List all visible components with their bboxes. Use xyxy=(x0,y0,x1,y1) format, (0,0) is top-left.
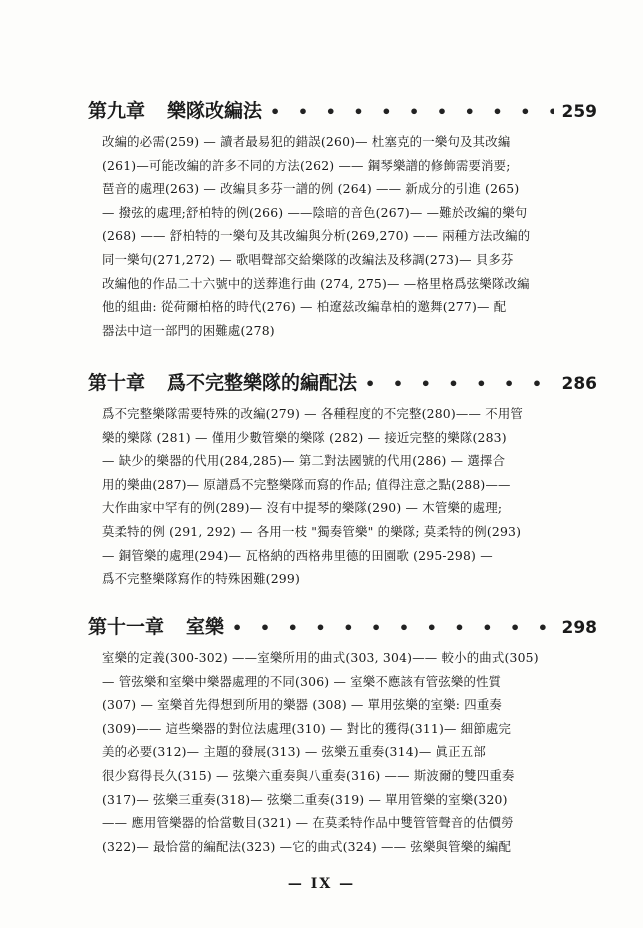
contents-line: —— 應用管樂器的恰當數目(321) — 在莫柔特作品中雙管管聲音的估價勞 xyxy=(102,815,514,831)
page-footer: — IX — xyxy=(287,876,356,892)
contents-line: 大作曲家中罕有的例(289)— 沒有中提琴的樂隊(290) — 木管樂的處理; xyxy=(102,500,503,516)
contents-line: 琶音的處理(263) — 改編貝多芬一譜的例 (264) —— 新成分的引進 (265) xyxy=(102,181,520,197)
contents-line: (322)— 最恰當的編配法(323) —它的曲式(324) —— 弦樂與管樂的編配 xyxy=(102,838,512,854)
chapter-page-number: 298 xyxy=(561,618,597,638)
contents-line: — 缺少的樂器的代用(284,285)— 第二對法國號的代用(286) — 選擇合 xyxy=(102,453,506,469)
chapter-page-number: 286 xyxy=(561,374,597,394)
chapter-title: 爲不完整樂隊的編配法 xyxy=(167,372,358,394)
chapter-contents xyxy=(88,646,597,858)
contents-line: 同一樂句(271,272) — 歌唱聲部交給樂隊的改編法及移調(273)— 貝多芬 xyxy=(102,251,514,267)
chapter-11 xyxy=(88,612,597,858)
contents-line: (309)—— 這些樂器的對位法處理(310) — 對比的獲得(311)— 細節處完 xyxy=(102,720,512,736)
contents-line: 爲不完整樂隊需要特殊的改編(279) — 各種程度的不完整(280)—— 不用管 xyxy=(102,406,523,421)
contents-line: (307) — 室樂首先得想到所用的樂器 (308) — 單用弦樂的室樂: 四重奏 xyxy=(102,697,503,713)
chapter-title: 室樂 xyxy=(186,616,225,638)
chapter-heading xyxy=(88,612,597,640)
contents-line: 改編他的作品二十六號中的送葬進行曲 (274, 275)— —格里格爲弦樂隊改編 xyxy=(102,275,530,291)
contents-line: 很少寫得長久(315) — 弦樂六重奏與八重奏(316) —— 斯波爾的雙四重奏 xyxy=(102,767,515,783)
chapter-9 xyxy=(88,96,597,342)
contents-line: 改編的必需(259) — 讀者最易犯的錯誤(260)— 杜塞克的一樂句及其改編 xyxy=(102,134,511,149)
chapter-heading xyxy=(88,368,597,396)
dot-leader xyxy=(270,102,553,121)
chapter-number: 第十章 xyxy=(88,372,146,394)
chapter-title: 樂隊改編法 xyxy=(167,100,263,122)
contents-line: 他的組曲: 從荷爾柏格的時代(276) — 柏遼兹改編韋柏的邀舞(277)— 配 xyxy=(102,299,507,315)
contents-line: 美的必要(312)— 主題的發展(313) — 弦樂五重奏(314)— 眞正五部 xyxy=(102,744,486,760)
chapter-number: 第九章 xyxy=(88,100,146,122)
chapter-contents xyxy=(88,402,597,591)
dot-leader xyxy=(232,618,553,637)
chapter-page-number: 259 xyxy=(561,102,597,122)
chapter-contents xyxy=(88,130,597,342)
contents-line: — 管弦樂和室樂中樂器處理的不同(306) — 室樂不應該有管弦樂的性質 xyxy=(102,673,502,689)
contents-line: 爲不完整樂隊寫作的特殊困難(299) xyxy=(102,571,300,587)
contents-line: — 銅管樂的處理(294)— 瓦格納的西格弗里德的田園歌 (295-298) — xyxy=(102,547,493,563)
contents-line: 器法中這一部門的困難處(278) xyxy=(102,322,275,338)
contents-line: — 撥弦的處理;舒柏特的例(266) ——陰暗的音色(267)— —難於改編的樂句 xyxy=(102,204,528,220)
dot-leader xyxy=(365,374,553,393)
contents-line: (261)—可能改編的許多不同的方法(262) —— 鋼琴樂譜的修飾需要消要; xyxy=(102,157,511,173)
chapter-10 xyxy=(88,368,597,591)
contents-line: 莫柔特的例 (291, 292) — 各用一枝 "獨奏管樂" 的樂隊; 莫柔特的例(293) xyxy=(102,523,522,539)
chapter-heading xyxy=(88,96,597,124)
contents-line: 樂的樂隊 (281) — 僅用少數管樂的樂隊 (282) — 接近完整的樂隊(283) xyxy=(102,429,507,445)
contents-line: (268) —— 舒柏特的一樂句及其改編與分析(269,270) —— 兩種方法改編的 xyxy=(102,228,531,244)
chapter-number: 第十一章 xyxy=(88,616,165,638)
contents-line: (317)— 弦樂三重奏(318)— 弦樂二重奏(319) — 單用管樂的室樂(320) xyxy=(102,791,508,807)
contents-line: 用的樂曲(287)— 原譜爲不完整樂隊而寫的作品; 值得注意之點(288)—— xyxy=(102,476,511,492)
contents-line: 室樂的定義(300-302) ——室樂所用的曲式(303, 304)—— 較小的曲式(305) xyxy=(102,650,539,665)
